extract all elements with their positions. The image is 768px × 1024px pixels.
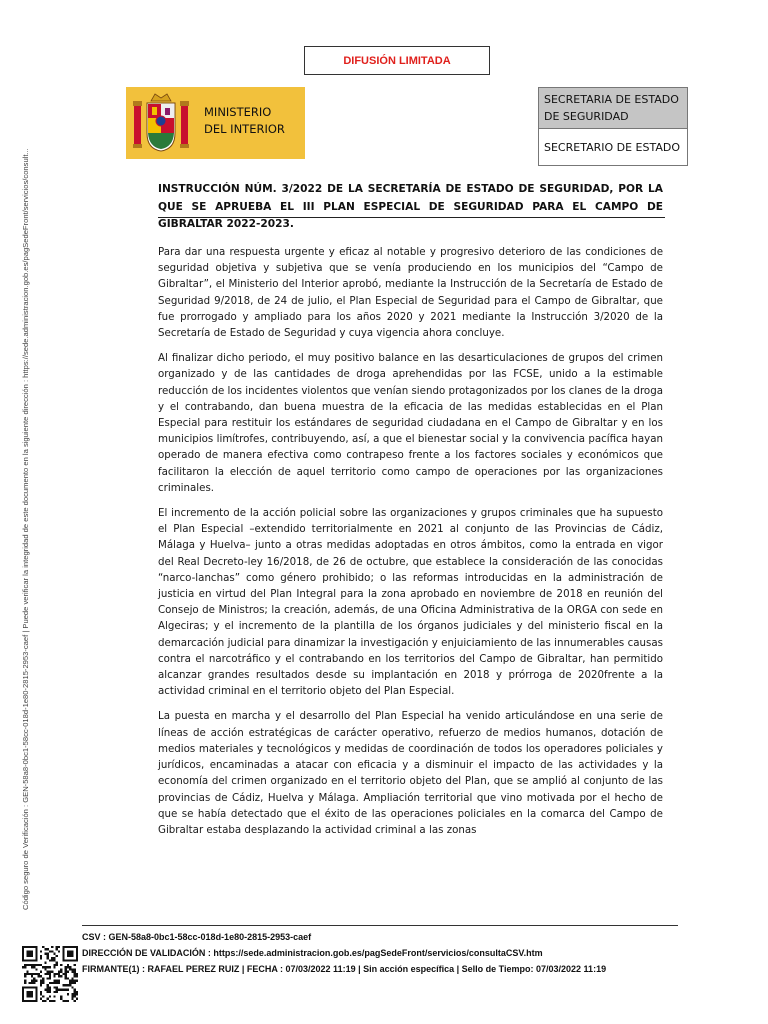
csv-line: CSV : GEN-58a8-0bc1-58cc-018d-1e80-2815-2953-caef [82, 932, 312, 942]
ministry-name [204, 104, 285, 138]
document-body [158, 244, 663, 847]
title-underline [158, 217, 665, 218]
paragraph: Para dar una respuesta urgente y eficaz al notable y progresivo deterioro de las condiciones de seguridad objetiva y subjetiva que se venía produciendo en los municipios del “Campo de Gibraltar”, el Ministerio del Interior aprobó, mediante la Instrucción de la Secretaría de Estado de Seguridad 9/2018, de 24 de julio, el Plan Especial de Seguridad para el Campo de Gibraltar, que fue prorrogado y ampliado para los años 2020 y 2021 mediante la Instrucción 3/2020 de la Secretaría de Estado de Seguridad y cuya vigencia ahora concluye. [158, 246, 663, 340]
validation-line: DIRECCIÓN DE VALIDACIÓN : https://sede.administracion.gob.es/pagSedeFront/servicios/consultaCSV.htm [82, 948, 543, 958]
paragraph: La puesta en marcha y el desarrollo del Plan Especial ha venido articulándose en una serie de líneas de acción estratégicas de carácter operativo, refuerzo de medios humanos, dotación de medios materiales y tecnológicos y medidas de coordinación de todos los operadores policiales y jurídicos, encaminadas a atacar con eficacia y a disminuir el impacto de las actividades y la economía del crimen organizado en el territorio objeto del Plan, que se amplió al conjunto de las provincias de Cádiz, Huelva y Málaga. Ampliación territorial que vino motivada por el hecho de que se había detectado que el éxito de las operaciones policiales en la comarca del Campo de Gibraltar estaba desplazando la actividad criminal a las zonas [158, 710, 663, 836]
secretariat-cell: SECRETARIA DE ESTADO DE SEGURIDAD [539, 88, 688, 129]
verification-side-note: Código seguro de Verificación : GEN-58a8-0bc1-58cc-018d-1e80-2815-2953-caef | Puede verificar la integridad de este documento en la siguiente dirección : https://sede.administracion.gob.es/pagSedeFront/servicios/consult... [21, 148, 30, 910]
secretariat-table [538, 87, 688, 166]
qr-code-icon [22, 946, 78, 1002]
signer-line: FIRMANTE(1) : RAFAEL PEREZ RUIZ | FECHA : 07/03/2022 11:19 | Sin acción específica | Sello de Tiempo: 07/03/2022 11:19 [82, 964, 607, 974]
ministry-name-line1: MINISTERIO [204, 105, 272, 119]
ministry-name-line2: DEL INTERIOR [204, 122, 285, 136]
ministry-header [126, 87, 305, 159]
paragraph: El incremento de la acción policial sobre las organizaciones y grupos criminales que ha supuesto el Plan Especial –extendido territorialmente en 2021 al conjunto de las Provincias de Cádiz, Málaga y Huelva– junto a otras medidas adoptadas en otros ámbitos, como la entrada en vigor del Real Decreto-ley 16/2018, de 26 de octubre, que establece la consideración de las conocidas “narco-lanchas” como género prohibido; o las reformas introducidas en la administración de justicia en virtud del Plan Integral para la zona aprobado en noviembre de 2018 en reunión del Consejo de Ministros; la creación, además, de una Oficina Administrativa de la ORGA con sede en Algeciras; y el incremento de la plantilla de los órganos judiciales y del ministerio fiscal en la demarcación judicial para dinamizar la investigación y enjuiciamiento de las innumerables causas contra el narcotráfico y el contrabando en los territorios del Campo de Gibraltar, han permitido alcanzar grandes resultados desde su implantación en 2018 y prórroga de 2020frente a la actividad criminal en el territorio objeto del Plan Especial. [158, 507, 663, 698]
paragraph: Al finalizar dicho periodo, el muy positivo balance en las desarticulaciones de grupos del crimen organizado y de las cantidades de droga aprehendidas por las FCSE, unido a la estimable reducción de los incidentes violentos que venían siendo protagonizados por los clanes de la droga y el contrabando, dan buena muestra de la eficacia de las medidas establecidas en el Plan Especial para restituir los estándares de seguridad ciudadana en el Campo de Gibraltar y en los municipios limítrofes, contribuyendo, así, a que el bienestar social y la convivencia pacífica hayan operado de manera efectiva como contrapeso frente a los factores sociales y económicos que facilitaron la elección de aquel territorio como campo de operaciones por las organizaciones criminales. [158, 352, 663, 494]
spain-coat-of-arms-icon [132, 91, 190, 155]
classification-label: DIFUSIÓN LIMITADA [304, 46, 490, 75]
secretary-cell: SECRETARIO DE ESTADO [539, 129, 688, 166]
instruction-title: INSTRUCCIÓN NÚM. 3/2022 DE LA SECRETARÍA DE ESTADO DE SEGURIDAD, POR LA QUE SE APRUEBA EL III PLAN ESPECIAL DE SEGURIDAD PARA EL CAMPO DE GIBRALTAR 2022-2023. [158, 183, 663, 230]
footer-divider [82, 925, 678, 926]
signature-footer [82, 929, 722, 977]
